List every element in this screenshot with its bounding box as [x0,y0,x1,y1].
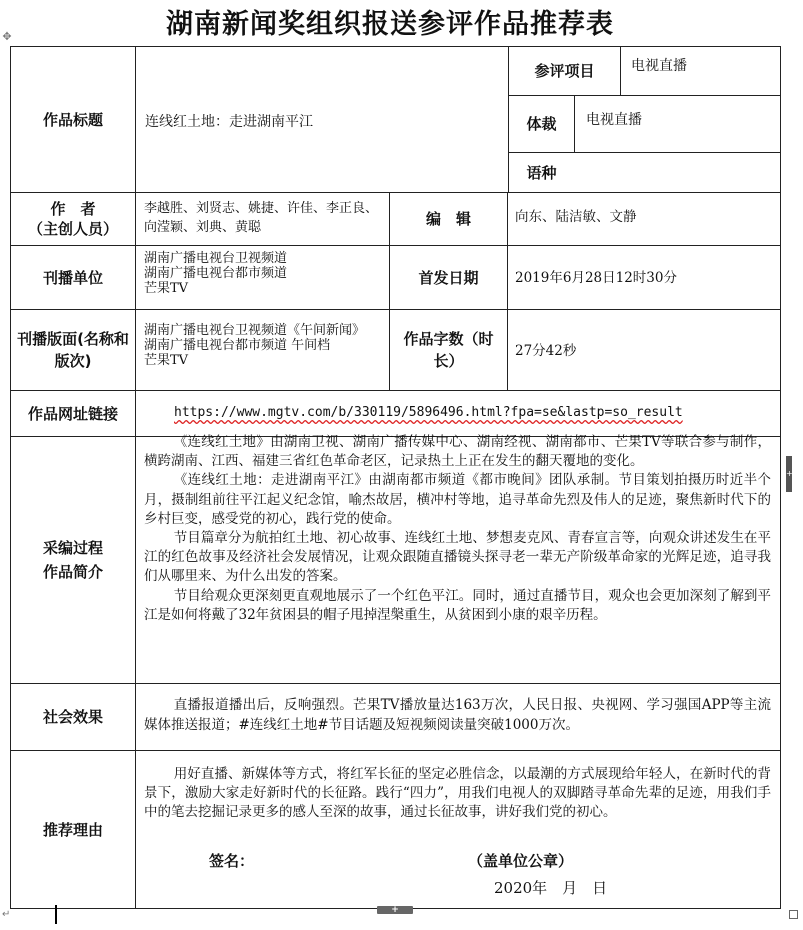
summary-text[interactable] [144,433,771,625]
effect-label: 社会效果 [42,708,103,726]
text-cursor [55,905,57,924]
category-value[interactable]: 电视直播 [631,58,687,74]
summary-label: 采编过程 作品简介 [42,539,103,581]
column-divider [135,46,136,908]
recommend-paragraph: 用好直播、新媒体等方式，将红军长征的坚定必胜信念，以最潮的方式展现给年轻人，在新时代的背景下，激励大家走好新时代的长征路。践行“四力”，用我们电视人的双脚踏寻革命先辈的足迹，用我们手中的笔去挖掘记录更多的感人至深的故事，通过长征故事，讲好我们党的初心。 [144,766,771,820]
editor-label: 编 辑 [425,210,471,228]
url-label: 作品网址链接 [27,404,118,423]
page-title: 湖南新闻奖组织报送参评作品推荐表 [166,9,614,40]
row-insert-handle-icon[interactable]: + [377,906,413,914]
word-count-value[interactable]: 27分42秒 [515,343,577,359]
summary-paragraph: 《连线红土地：走进湖南平江》由湖南都市频道《都市晚间》团队承制。节目策划拍摄历时近半个月，摄制组前往平江起义纪念馆，喻杰故居，横冲村等地，追寻革命先烈及伟人的足迹，聚焦新时代下的乡村巨变，感受党的初心，践行党的使命。 [144,472,771,527]
category-label: 参评项目 [534,62,595,80]
seal-label: （盖单位公章） [468,852,574,870]
date-label: 2020年 月 日 [494,879,608,897]
first-date-label: 首发日期 [418,268,479,287]
column-divider [620,46,621,95]
effect-paragraph: 直播报道播出后，反响强烈。芒果TV播放量达163万次，人民日报、央视网、学习强国APP等主流媒体推送报道；#连线红土地#节目话题及短视频阅读量突破1000万次。 [144,697,771,733]
language-label: 语种 [526,163,557,182]
work-title-label: 作品标题 [42,110,103,129]
author-value[interactable]: 李越胜、刘贤志、姚捷、许佳、李正良、向滢颖、刘典、黄聪 [144,201,379,235]
publisher-label: 刊播单位 [42,268,103,287]
genre-value[interactable]: 电视直播 [586,112,642,128]
summary-paragraph: 《连线红土地》由湖南卫视、湖南广播传媒中心、湖南经视、湖南都市、芒果TV等联合参与制作，横跨湖南、江西、福建三省红色革命老区，记录热土上正在发生的翻天覆地的变化。 [144,434,771,470]
editor-value[interactable]: 向东、陆洁敏、文静 [515,209,637,225]
summary-paragraph: 节目篇章分为航拍红土地、初心故事、连线红土地、梦想麦克风、青春宣言等，向观众讲述发生在平江的红色故事及经济社会发展情况，让观众跟随直播镜头探寻老一辈无产阶级革命家的光辉足迹，追寻我们从哪里来、为什么出发的答案。 [144,530,771,585]
author-label: 作 者 （主创人员） [27,200,118,238]
table-resize-handle[interactable] [789,910,798,919]
word-count-label: 作品字数（时长） [403,330,494,370]
paragraph-mark-icon: ↵ [2,909,11,920]
column-divider [507,192,508,390]
genre-label: 体裁 [526,115,557,133]
effect-text[interactable] [144,696,771,735]
column-divider [574,95,575,152]
signature-label: 签名： [209,852,255,870]
work-title-value[interactable]: 连线红土地：走进湖南平江 [145,114,313,130]
table-move-handle-icon[interactable]: ✥ [2,30,12,43]
publisher-value[interactable]: 湖南广播电视台卫视频道 湖南广播电视台都市频道 芒果TV [144,251,288,296]
summary-paragraph: 节目给观众更深刻更直观地展示了一个红色平江。同时，通过直播节目，观众也会更加深刻了解到平江是如何将戴了32年贫困县的帽子甩掉涅槃重生，从贫困到小康的艰辛历程。 [144,587,771,623]
recommend-text[interactable] [144,765,771,822]
table-border-right [780,46,781,908]
url-value[interactable] [174,405,774,420]
column-insert-handle-icon[interactable]: + [786,456,792,492]
edition-label: 刊播版面(名称和版次) [17,330,129,370]
recommend-label: 推荐理由 [42,820,103,839]
first-date-value[interactable]: 2019年6月28日12时30分 [515,270,677,286]
edition-value[interactable]: 湖南广播电视台卫视频道《午间新闻》 湖南广播电视台都市频道 午间档 芒果TV [144,323,366,368]
url-link[interactable]: https://www.mgtv.com/b/330119/5896496.html?fpa=se&lastp=so_result [174,405,683,420]
